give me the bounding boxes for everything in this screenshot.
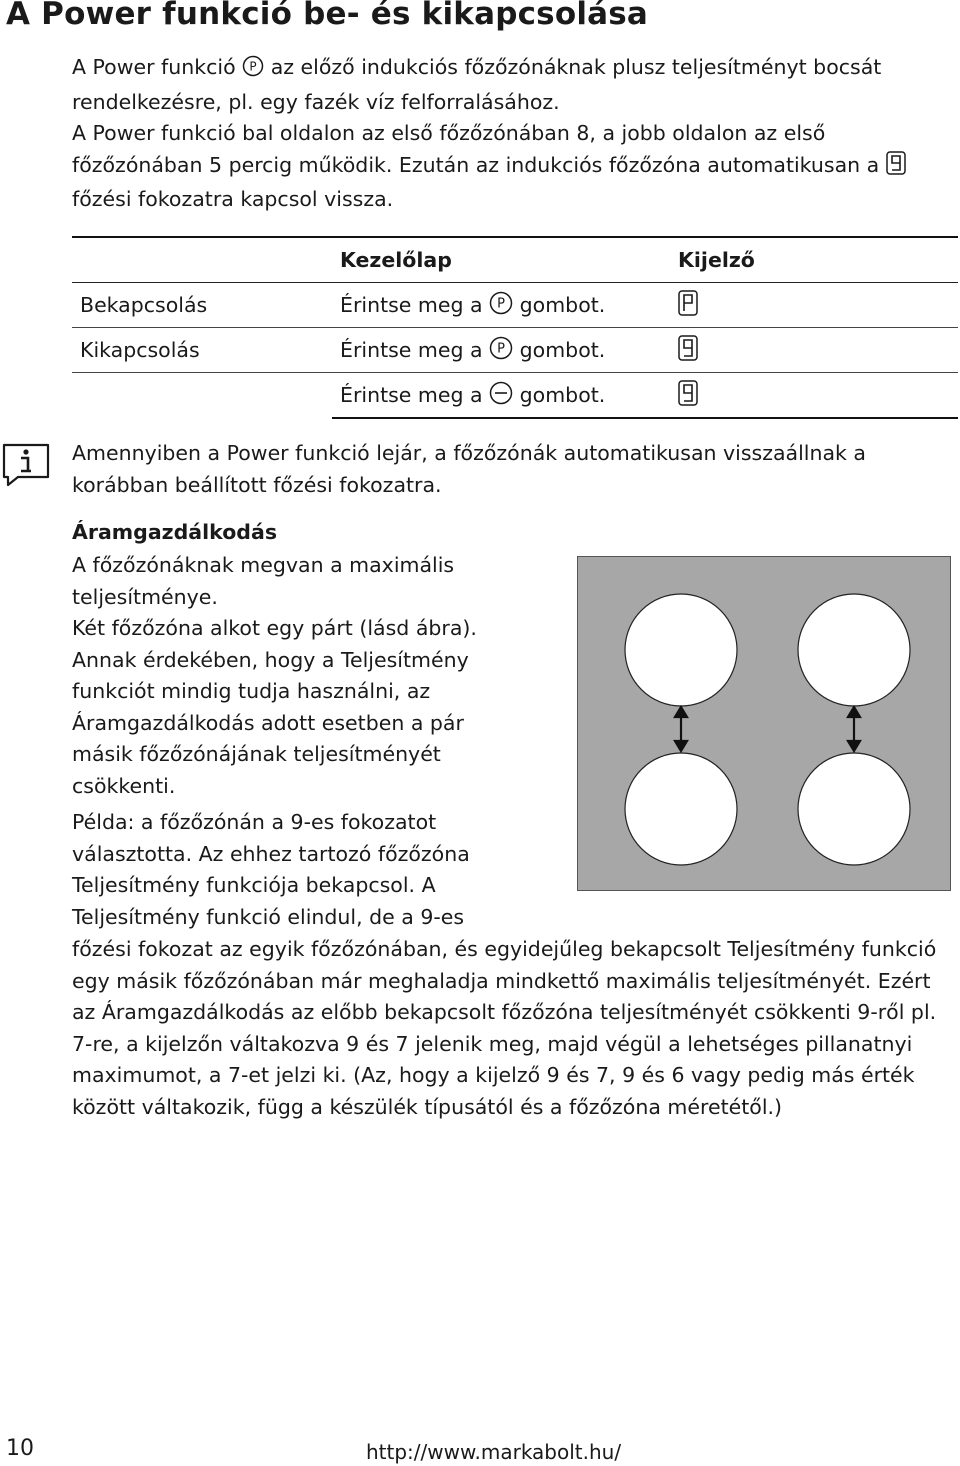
row-display	[670, 328, 958, 373]
display-p-icon	[678, 290, 698, 321]
instruction-post: gombot.	[519, 292, 606, 317]
section-line: A főzőzónáknak megvan a maximális	[72, 553, 455, 577]
page-number: 10	[6, 1436, 34, 1461]
info-icon	[0, 441, 52, 491]
instruction-pre: Érintse meg a	[340, 337, 483, 362]
cooking-zone-top-right	[798, 594, 910, 706]
row-instruction	[332, 328, 670, 373]
table-row	[72, 373, 958, 419]
intro-p1-start: A Power funkció	[72, 55, 236, 79]
section-text	[72, 550, 532, 933]
continuation-text: főzési fokozat az egyik főzőzónában, és egyidejűleg bekapcsolt Teljesítmény funkció egy másik főzőzónában már meghaladja mindkettő maximális teljesítményét. Ezért az Áramgazdálkodás az előbb bekapcsolt főzőzóna teljesítményét csökkenti 9-ről pl. 7-re, a kijelzőn váltakozva 9 és 7 jelenik meg, majd végül a lehetséges pillanatnyi maximumot, a 7-et jelzi ki. (Az, hogy a kijelző 9 és 7, 9 és 6 vagy pedig más érték között váltakozik, függ a készülék típusától és a főzőzóna méretétől.)	[72, 937, 937, 1119]
pair-arrow-left	[675, 707, 687, 751]
cooking-zones-figure	[577, 556, 951, 891]
svg-text:P: P	[497, 341, 506, 356]
power-button-icon	[489, 336, 513, 365]
header-action	[72, 237, 332, 283]
table-row	[72, 328, 958, 373]
power-button-icon	[489, 291, 513, 320]
minus-button-icon	[489, 381, 513, 410]
svg-text:P: P	[497, 296, 506, 311]
svg-text:P: P	[249, 59, 257, 74]
table-header-row	[72, 237, 958, 283]
instruction-pre: Érintse meg a	[340, 292, 483, 317]
section-line: Két főzőzóna alkot egy párt (lásd ábra).	[72, 616, 477, 640]
instruction-post: gombot.	[519, 337, 606, 362]
row-instruction	[332, 283, 670, 328]
power-button-icon	[242, 55, 264, 87]
intro-paragraph-2	[72, 118, 952, 216]
header-display: Kijelző	[670, 237, 958, 283]
table-row	[72, 283, 958, 328]
cooking-zone-top-left	[625, 594, 737, 706]
page-title: A Power funkció be- és kikapcsolása	[6, 0, 649, 32]
section-line: másik főzőzónájának teljesítményét	[72, 742, 441, 766]
row-display	[670, 373, 958, 419]
instruction-pre: Érintse meg a	[340, 382, 483, 407]
cooking-zone-bottom-left	[625, 753, 737, 865]
footer-url[interactable]: http://www.markabolt.hu/	[366, 1440, 622, 1464]
cooking-zone-bottom-right	[798, 753, 910, 865]
section-line: teljesítménye.	[72, 584, 218, 609]
row-display	[670, 283, 958, 328]
header-control-panel: Kezelőlap	[332, 237, 670, 283]
intro-text	[72, 52, 952, 216]
display-9-icon	[886, 151, 906, 185]
section-line: csökkenti.	[72, 773, 176, 798]
intro-paragraph-1	[72, 52, 952, 118]
row-action: Kikapcsolás	[72, 328, 332, 373]
intro-p2-start: A Power funkció bal oldalon az első főzőzónában 8, a jobb oldalon az első főzőzónában 5 percig működik. Ezután az indukciós főzőzóna automatikusan a	[72, 121, 880, 177]
row-action: Bekapcsolás	[72, 283, 332, 328]
display-9-icon	[678, 380, 698, 411]
intro-p1-end: az előző indukciós főzőzónáknak plusz teljesítményt bocsát rendelkezésre, pl. egy fazék víz felforralásához.	[72, 55, 882, 114]
section-line: Annak érdekében, hogy a Teljesítmény	[72, 647, 469, 672]
pair-arrow-right	[848, 707, 860, 751]
intro-p2-end: főzési fokozatra kapcsol vissza.	[72, 187, 394, 211]
section-line: Áramgazdálkodás adott esetben a pár	[72, 710, 464, 735]
section-heading: Áramgazdálkodás	[72, 520, 278, 544]
example-line: választotta. Az ehhez tartozó főzőzóna	[72, 841, 470, 866]
example-line: Teljesítmény funkciója bekapcsol. A	[72, 873, 436, 897]
example-line: Teljesítmény funkció elindul, de a 9-es	[72, 904, 465, 929]
instruction-post: gombot.	[519, 382, 606, 407]
section-line: funkciót mindig tudja használni, az	[72, 679, 431, 703]
example-line: Példa: a főzőzónán a 9-es fokozatot	[72, 810, 437, 834]
control-table	[72, 236, 958, 419]
note-text: Amennyiben a Power funkció lejár, a főzőzónák automatikusan visszaállnak a korábban beállított főzési fokozatra.	[72, 441, 866, 497]
display-9-icon	[678, 335, 698, 366]
row-instruction	[332, 373, 670, 419]
row-action	[72, 373, 332, 419]
